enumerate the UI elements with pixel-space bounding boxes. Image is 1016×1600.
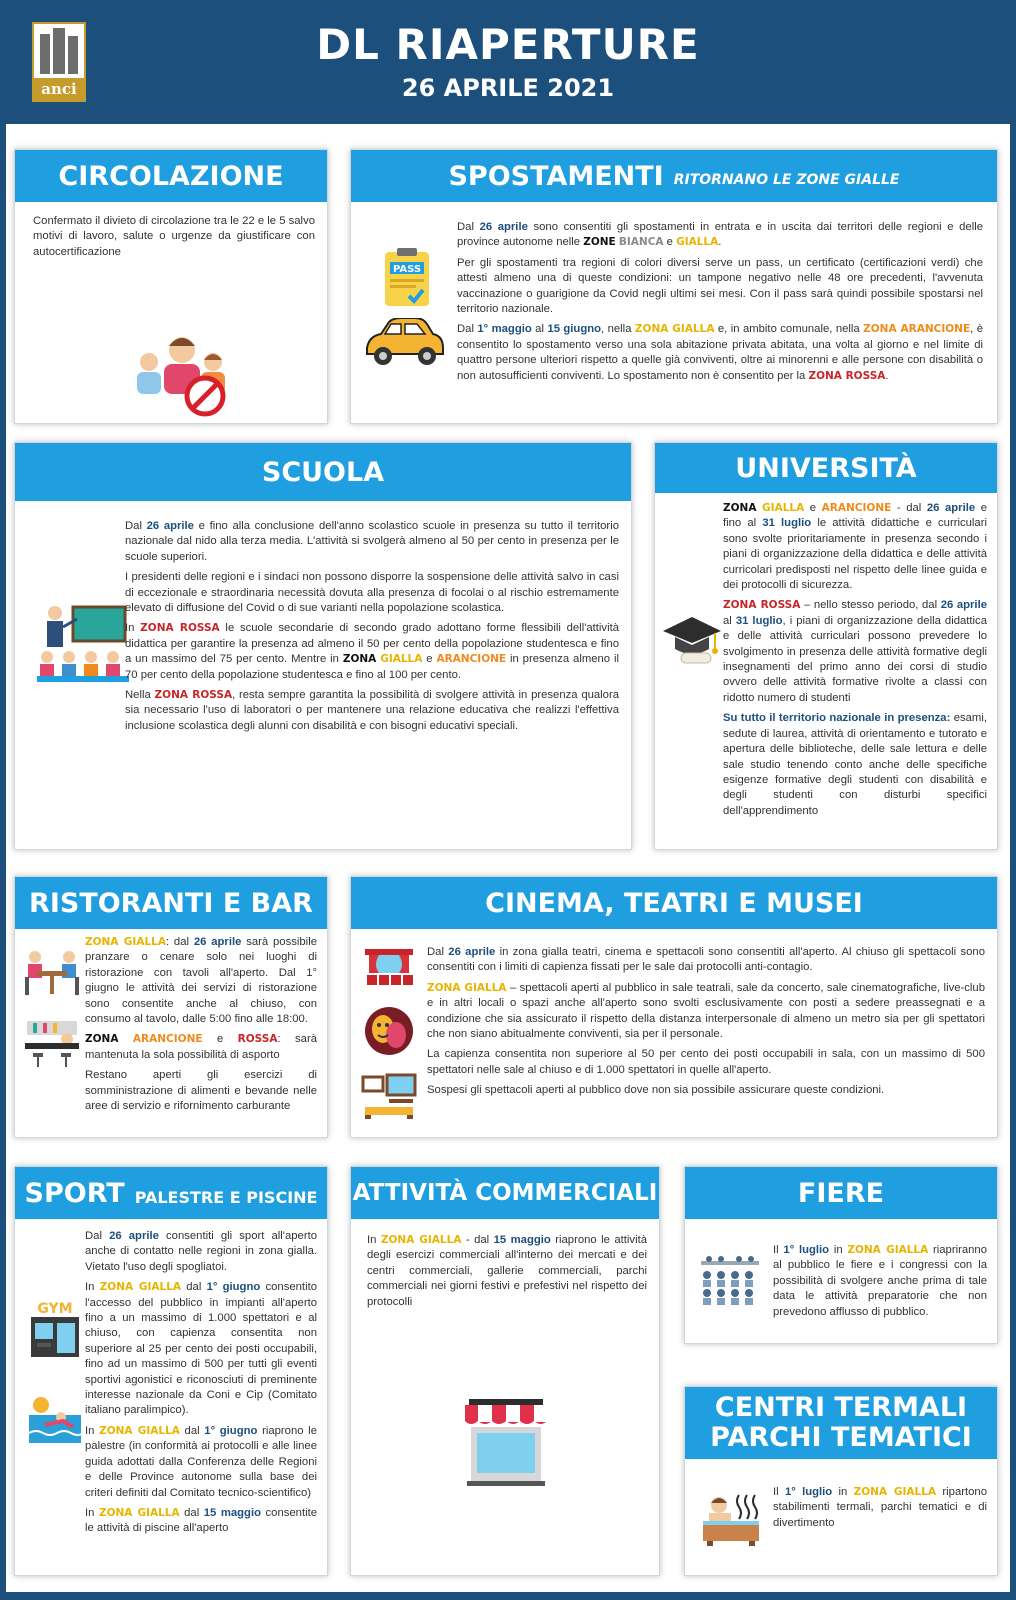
card-title: CIRCOLAZIONE	[15, 150, 327, 202]
shop-icon	[461, 1397, 551, 1487]
card-circolazione	[14, 149, 328, 424]
classroom-icon	[37, 603, 129, 685]
card-text: ZONA GIALLA: dal 26 aprile sarà possibile pranzare o cenare solo nei luoghi di ristorazione con tavoli all'aperto. Dal 1° giugno le attività dei servizi di ristorazione sono consentite anche al chiuso, con consumo al tavolo, dalle 5:00 fino alle 18:00. ZONA ARANCIONE e ROSSA: sarà mantenuta la sola possibilità di asporto Restano aperti gli esercizi di somministrazione di alimenti e bevande nelle aree di servizio e rifornimento carburante	[85, 936, 318, 1113]
page-header	[0, 0, 1016, 124]
card-title: CINEMA, TEATRI E MUSEI	[351, 877, 997, 929]
swimming-pool-icon	[27, 1395, 83, 1445]
graduation-cap-icon	[661, 613, 723, 665]
card-universita	[654, 442, 998, 850]
card-title: RISTORANTI E BAR	[15, 877, 327, 929]
card-text: Il 1° luglio in ZONA GIALLA ripartono stabilimenti termali, parchi tematici e di divertimento	[773, 1486, 987, 1529]
people-forbidden-icon	[135, 328, 230, 418]
card-title: ATTIVITÀ COMMERCIALI	[351, 1167, 659, 1219]
gym-label: GYM	[37, 1301, 73, 1317]
page-title: DL RIAPERTURE	[316, 20, 700, 69]
card-text: Dal 26 aprile consentiti gli sport all'aperto anche di contatto nelle regioni in zona gialla. Vietato l'uso degli spogliatoi. In ZONA GIALLA dal 1° giugno consentito l'accesso del pubblico in impianti all'aperto fino a un massimo di 1.000 spettatori e al chiuso, con capienza consentita non superiore al 25 per cento dei posti occupabili, fino ad un massimo di 500 per tutti gli eventi sportivi agonistici e riconosciuti di preminente interesse nazionale da Coni e Cip (Comitato italiano paralimpico). In ZONA GIALLA dal 1° giugno riaprono le palestre (in conformità ai protocolli e alle linee guida adottati dalla Conferenza delle Regioni e delle Province autonome sulla base dei criteri definiti dal Comitato tecnico-scientifico) In ZONA GIALLA dal 15 maggio consentite le attività di piscine all'aperto	[85, 1230, 318, 1535]
card-text: Dal 26 aprile e fino alla conclusione dell'anno scolastico scuole in presenza su tutto il territorio nazionale dal nido alla terza media. L'attività si svolgerà almeno al 50 per cento in presenza per le scuole superiori. I presidenti delle regioni e i sindaci non possono disporre la sospensione delle attività salvo in casi di eccezionale e straordinaria necessità dovuta alla presenza di focolai o al rischio estremamente elevato di diffusione del Covid o di sue varianti nella popolazione scolastica. In ZONA ROSSA le scuole secondarie di secondo grado adottano forme flessibili dell'attività didattica per garantire la presenza ad almeno il 50 per cento della popolazione studentesca e fino a un massimo del 75 per cento. Mentre in ZONA GIALLA e ARANCIONE in presenza almeno il 70 per cento della popolazione studentesca e fino al 100 per cento. Nella ZONA ROSSA, resta sempre garantita la possibilità di svolgere attività in presenza qualora sia necessario l'uso di laboratori o per mantenere una relazione educativa che realizzi l'effettiva inclusione scolastica degli alunni con disabilità e con bisogni educativi speciali.	[125, 520, 620, 732]
pass-document-icon	[379, 246, 435, 308]
theater-masks-icon	[363, 1005, 415, 1057]
card-title: SPORT PALESTRE E PISCINE	[15, 1167, 327, 1219]
museum-gallery-icon	[361, 1073, 417, 1119]
card-title: CENTRI TERMALI PARCHI TEMATICI	[685, 1387, 997, 1459]
theater-stage-icon	[363, 947, 415, 987]
logo-text: anci	[34, 78, 84, 100]
card-text: Il 1° luglio in ZONA GIALLA riapriranno al pubblico le fiere e i congressi con la possibilità di svolgere anche prima di tale data le attività preparatorie che non prevedono afflusso di pubblico.	[773, 1244, 987, 1318]
card-title: FIERE	[685, 1167, 997, 1219]
card-sport	[14, 1166, 328, 1576]
card-spostamenti	[350, 149, 998, 424]
card-subtitle: RITORNANO LE ZONE GIALLE	[673, 172, 900, 188]
card-text: Dal 26 aprile sono consentiti gli spostamenti in entrata e in uscita dai territori delle regioni e delle province autonome nelle ZONE BIANCA e GIALLA. Per gli spostamenti tra regioni di colori diversi serve un pass, un certificato (certificazioni verdi) che attesti almeno una di queste condizioni: un tampone negativo nelle 48 ore precedenti, l'avvenuta vaccinazione o guarigione da Covid negli ultimi sei mesi. Con il pass sarà quindi possibile spostarsi nel territorio nazionale. Dal 1° maggio al 15 giugno, nella ZONA GIALLA e, in ambito comunale, nella ZONA ARANCIONE, è consentito lo spostamento verso una sola abitazione privata abitata, una volta al giorno e nel limite di quattro persone ulteriori rispetto a quelle già conviventi, oltre ai minorenni e alle persone con disabilità o non autosufficienti conviventi. Lo spostamento non è consentito per la ZONA ROSSA.	[457, 221, 983, 382]
card-fiere	[684, 1166, 998, 1344]
card-text: Confermato il divieto di circolazione tra le 22 e le 5 salvo motivi di lavoro, salute o urgenze da giustificare con autocertificazione	[33, 215, 315, 258]
card-text: ZONA GIALLA e ARANCIONE - dal 26 aprile e fino al 31 luglio le attività didattiche e curriculari sono svolte prioritariamente in presenza secondo i piani di organizzazione della didattica e delle attività curricolari predisposti nel rispetto delle linee guida e dei protocolli di sicurezza. ZONA ROSSA – nello stesso periodo, dal 26 aprile al 31 luglio, i piani di organizzazione della didattica e delle attività curriculari possono prevedere lo svolgimento in presenza delle attività formative degli insegnamenti del primo anno dei corsi di studio ovvero delle attività formative rivolte a classi con ridotto numero di studenti Su tutto il territorio nazionale in presenza: esami, sedute di laurea, attività di orientamento e tutorato e apertura delle biblioteche, delle sale lettura e delle sale studio tenendo conto anche delle specifiche esigenze formative degli studenti con disabilità e degli studenti con disturbi specifici dell'apprendimento	[723, 502, 987, 817]
restaurant-table-icon	[23, 947, 81, 997]
bar-counter-icon	[23, 1019, 81, 1069]
card-title: SPOSTAMENTI RITORNANO LE ZONE GIALLE	[351, 150, 997, 202]
card-title: UNIVERSITÀ	[655, 443, 997, 493]
page-subtitle: 26 APRILE 2021	[401, 74, 615, 102]
card-ristoranti	[14, 876, 328, 1138]
card-subtitle: PALESTRE E PISCINE	[134, 1187, 318, 1207]
card-text: In ZONA GIALLA - dal 15 maggio riaprono le attività degli esercizi commerciali all'interno dei mercati e dei centri commerciali, gallerie commerciali, parchi commerciali nei giorni festivi e prefestivi nel rispetto dei protocolli	[367, 1234, 648, 1308]
card-termali	[684, 1386, 998, 1576]
car-icon	[361, 318, 447, 368]
card-commerciali	[350, 1166, 660, 1576]
pass-label: PASS	[392, 264, 422, 275]
conference-icon	[699, 1255, 761, 1307]
card-text: Dal 26 aprile in zona gialla teatri, cinema e spettacoli sono consentiti all'aperto. Al chiuso gli spettacoli sono consentiti con i limiti di capienza fissati per le sale dai protocolli anti-contagio. ZONA GIALLA – spettacoli aperti al pubblico in sale teatrali, sale da concerto, sale cinematografiche, live-club e in altri locali o spazi anche all'aperto sono svolti esclusivamente con posti a sedere preassegnati e a condizione che sia assicurato il rispetto della distanza interpersonale di almeno un metro sia per gli spettatori che non siano abitualmente conviventi, sia per il personale. La capienza consentita non superiore al 50 per cento dei posti occupabili in sala, con un massimo di 500 spettatori nelle sale al chiuso e di 1.000 spettatori in quelle all'aperto. Sospesi gli spettacoli aperti al pubblico dove non sia possibile assicurare queste condizioni.	[427, 946, 985, 1097]
card-title: SCUOLA	[15, 443, 631, 501]
gym-icon	[27, 1299, 83, 1361]
card-scuola	[14, 442, 632, 850]
spa-icon	[701, 1491, 761, 1547]
card-cinema	[350, 876, 998, 1138]
